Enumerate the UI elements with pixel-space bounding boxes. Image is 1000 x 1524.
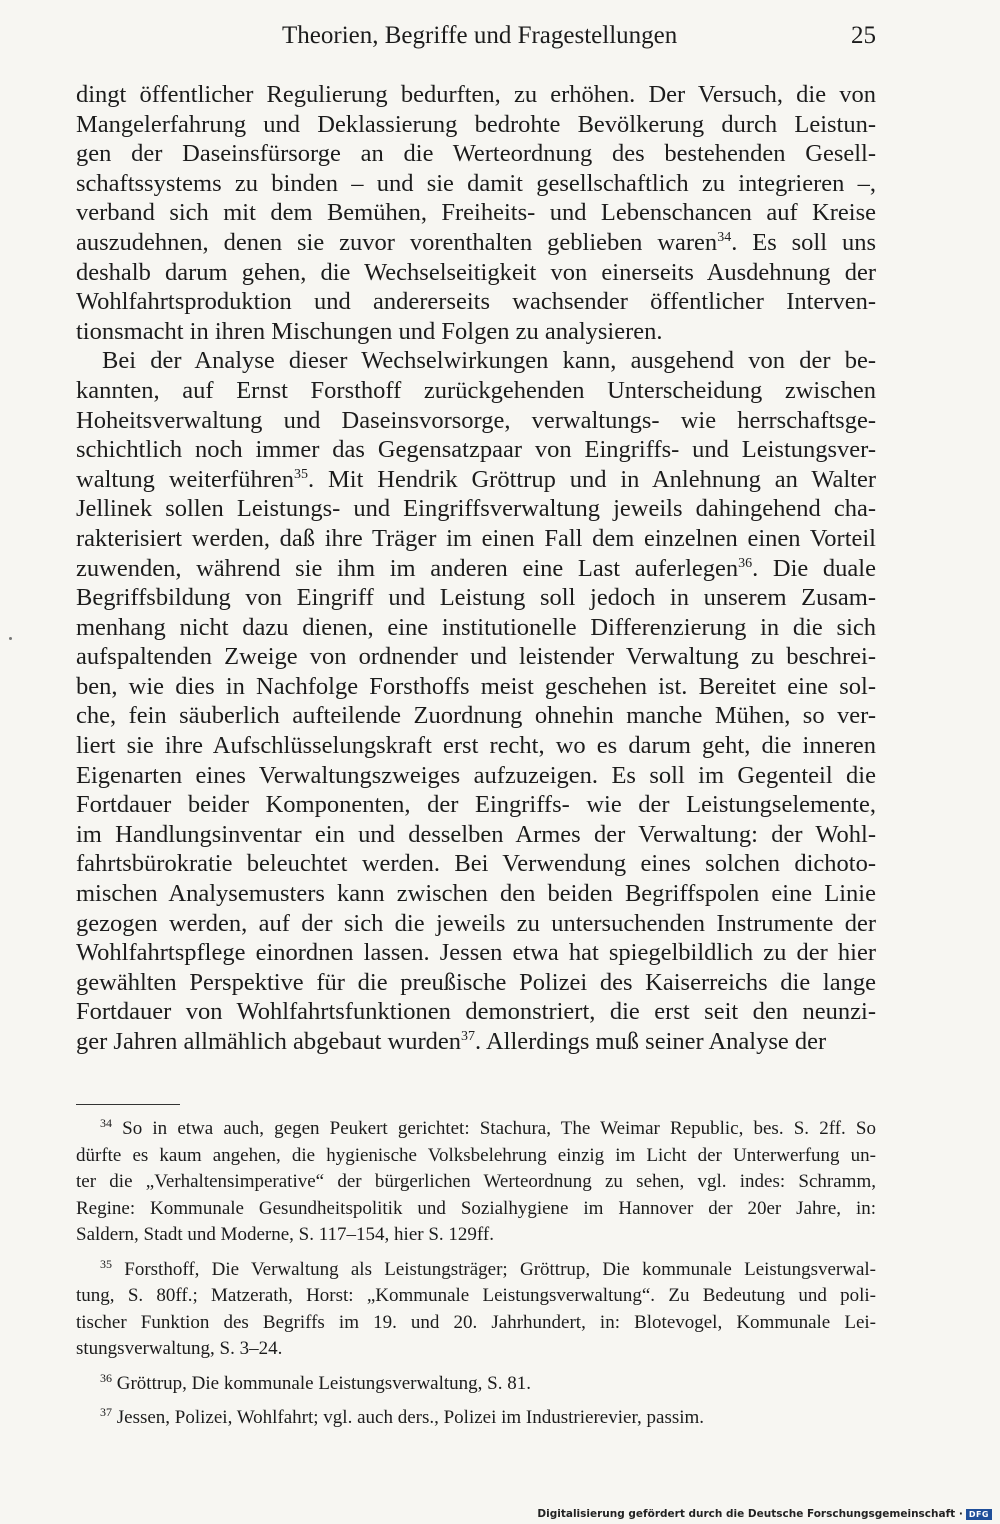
body-line	[76, 938, 876, 968]
body-line	[76, 909, 876, 939]
footnote-text: So in etwa auch, gegen Peukert gerichtet: Stachura, The Weimar Republic, bes. S. 2ff. So	[122, 1118, 876, 1139]
footnote-line	[76, 1257, 876, 1284]
scan-speck	[9, 637, 12, 640]
running-title: Theorien, Begriffe und Fragestellungen	[282, 22, 678, 49]
body-line-text-after: . Allerdings muß seiner Analyse der	[475, 1028, 827, 1055]
body-line-text-after: . Mit Hendrik Gröttrup und in Anlehnung an Walter	[307, 465, 876, 493]
credit-text: Digitalisierung gefördert durch die Deutsche Forschungsgemeinschaft ·	[537, 1508, 963, 1520]
footnote-gap	[76, 1363, 876, 1371]
body-line-text: che, fein säuberlich aufteilende Zuordnung ohnehin manche Mühen, so ver-	[76, 702, 876, 730]
body-line-text: zuwenden, während sie ihm im anderen eine Last auferlegen	[76, 554, 739, 582]
footnote-text: Gröttrup, Die kommunale Leistungsverwaltung, S. 81.	[116, 1372, 531, 1394]
body-line	[76, 968, 876, 998]
body-line	[76, 820, 876, 850]
footnote-number: 34	[100, 1116, 112, 1130]
footnote-text: Jessen, Polizei, Wohlfahrt; vgl. auch ders., Polizei im Industrierevier, passim.	[116, 1407, 705, 1428]
footnote-number: 36	[100, 1370, 112, 1385]
footnote-line	[76, 1405, 876, 1432]
body-line	[76, 997, 876, 1027]
body-line-text: Bei der Analyse dieser Wechselwirkungen kann, ausgehend von der be-	[102, 347, 876, 375]
body-line	[76, 258, 876, 288]
footnote-text: dürfte es kaum angehen, die hygienische Volksbelehrung einzig im Licht der Unterwerfung un-	[76, 1144, 876, 1166]
footnote-reference: 36	[738, 555, 753, 571]
body-line	[76, 494, 876, 524]
body-line-text: Wohlfahrtsproduktion und andererseits wachsender öffentlicher Interven-	[76, 288, 876, 316]
body-line-text: waltung weiterführen	[76, 465, 294, 493]
body-line	[76, 346, 876, 376]
body-line-text: gen der Daseinsfürsorge an die Werteordnung des bestehenden Gesell-	[76, 140, 876, 168]
body-line-text: schichtlich noch immer das Gegensatzpaar von Eingriffs- und Leistungsver-	[76, 436, 876, 464]
footnote-text: stungsverwaltung, S. 3–24.	[76, 1338, 283, 1359]
body-line-text: im Handlungsinventar ein und desselben Armes der Verwaltung: der Wohl-	[76, 820, 876, 848]
footnote-reference: 34	[717, 229, 732, 245]
footnote-line	[76, 1336, 876, 1363]
body-text	[76, 80, 876, 1057]
body-line	[76, 642, 876, 672]
page-number: 25	[851, 22, 876, 49]
footnote-line	[76, 1143, 876, 1170]
footnote-line	[76, 1222, 876, 1249]
body-line	[76, 879, 876, 909]
body-line	[76, 790, 876, 820]
running-header	[0, 22, 1000, 56]
body-line	[76, 287, 876, 317]
footnote-line	[76, 1283, 876, 1310]
body-line	[76, 80, 876, 110]
body-line-text: auszudehnen, denen sie zuvor vorenthalten geblieben waren	[76, 228, 718, 256]
body-line	[76, 849, 876, 879]
footnote-number: 37	[100, 1405, 112, 1419]
body-line-text: mischen Analysemusters kann zwischen den beiden Begriffspolen eine Linie	[76, 880, 876, 908]
dfg-logo: DFG	[966, 1509, 992, 1520]
body-line-text: fahrtsbürokratie beleuchtet werden. Bei Verwendung eines solchen dichoto-	[76, 850, 876, 878]
body-line	[76, 524, 876, 554]
body-line	[76, 465, 876, 495]
body-line	[76, 406, 876, 436]
body-line	[76, 435, 876, 465]
body-line-text-after: . Es soll uns	[731, 228, 876, 256]
body-line-text: aufspaltenden Zweige von ordnender und leistender Verwaltung zu beschrei-	[76, 643, 876, 671]
body-line	[76, 139, 876, 169]
footnote-line	[76, 1371, 876, 1398]
body-line	[76, 169, 876, 199]
footnotes	[76, 1116, 876, 1432]
body-line-text: gezogen werden, auf der sich die jeweils zu untersuchenden Instrumente der	[76, 909, 876, 937]
body-line-text: Jellinek sollen Leistungs- und Eingriffsverwaltung jeweils dahingehend cha-	[76, 495, 876, 523]
body-line-text: kannten, auf Ernst Forsthoff zurückgehenden Unterscheidung zwischen	[76, 376, 876, 404]
body-line-text: schaftssystems zu binden – und sie damit gesellschaftlich zu integrieren –,	[76, 169, 876, 197]
body-line	[76, 1027, 876, 1057]
footnote-text: tischer Funktion des Begriffs im 19. und 20. Jahrhundert, in: Blotevogel, Kommunale Lei-	[76, 1311, 876, 1333]
body-line-text: Begriffsbildung von Eingriff und Leistung soll jedoch in unserem Zusam-	[76, 584, 876, 612]
body-line	[76, 198, 876, 228]
body-line-text: tionsmacht in ihren Mischungen und Folgen zu analysieren.	[76, 317, 663, 345]
body-line	[76, 672, 876, 702]
body-line-text: verband sich mit dem Bemühen, Freiheits- und Lebenschancen auf Kreise	[76, 199, 876, 227]
body-line	[76, 554, 876, 584]
body-line-text: deshalb darum gehen, die Wechselseitigkeit von einerseits Ausdehnung der	[76, 258, 876, 286]
body-line-text: liert sie ihre Aufschlüsselungskraft erst recht, wo es darum geht, die inneren	[76, 732, 876, 760]
footnote-rule	[76, 1104, 180, 1105]
body-line-text: ben, wie dies in Nachfolge Forsthoffs meist geschehen ist. Bereitet eine sol-	[76, 672, 876, 700]
body-line	[76, 583, 876, 613]
body-line	[76, 317, 876, 347]
digitization-credit	[537, 1508, 992, 1520]
body-line-text: Wohlfahrtspflege einordnen lassen. Jessen etwa hat spiegelbildlich zu der hier	[76, 939, 876, 967]
footnote-reference: 35	[293, 466, 308, 482]
body-line-text: Hoheitsverwaltung und Daseinsvorsorge, verwaltungs- wie herrschaftsge-	[76, 406, 876, 434]
body-line-text: menhang nicht dazu dienen, eine institutionelle Differenzierung in die sich	[76, 613, 876, 641]
body-line-text: Mangelerfahrung und Deklassierung bedrohte Bevölkerung durch Leistun-	[76, 110, 876, 138]
body-line-text: ger Jahren allmählich abgebaut wurden	[76, 1028, 462, 1055]
footnote-gap	[76, 1249, 876, 1257]
body-line	[76, 110, 876, 140]
footnote-number: 35	[100, 1256, 112, 1271]
footnote-gap	[76, 1397, 876, 1405]
body-line	[76, 376, 876, 406]
footnote-text: ter die „Verhaltensimperative“ der bürgerlichen Werteordnung zu sehen, vgl. indes: Schramm,	[76, 1171, 876, 1192]
footnote-text: Regine: Kommunale Gesundheitspolitik und Sozialhygiene im Hannover der 20er Jahre, in:	[76, 1197, 876, 1219]
body-line	[76, 731, 876, 761]
footnote-text: Forsthoff, Die Verwaltung als Leistungsträger; Gröttrup, Die kommunale Leistungsverwal-	[124, 1258, 876, 1280]
footnote-line	[76, 1310, 876, 1337]
body-line-text: Eigenarten eines Verwaltungszweiges aufzuzeigen. Es soll im Gegenteil die	[76, 761, 876, 789]
footnote-text: Saldern, Stadt und Moderne, S. 117–154, hier S. 129ff.	[76, 1224, 494, 1245]
body-line	[76, 613, 876, 643]
body-line-text: gewählten Perspektive für die preußische Polizei des Kaiserreichs die lange	[76, 968, 876, 996]
body-line-text: rakterisiert werden, daß ihre Träger im einen Fall dem einzelnen einen Vorteil	[76, 524, 876, 552]
body-line-text: Fortdauer von Wohlfahrtsfunktionen demonstriert, die erst seit den neunzi-	[76, 998, 876, 1026]
footnote-line	[76, 1116, 876, 1143]
body-line	[76, 701, 876, 731]
body-line-text: dingt öffentlicher Regulierung bedurften, zu erhöhen. Der Versuch, die von	[76, 81, 876, 108]
body-line	[76, 761, 876, 791]
footnote-line	[76, 1196, 876, 1223]
footnote-text: tung, S. 80ff.; Matzerath, Horst: „Kommunale Leistungsverwaltung“. Zu Bedeutung und poli-	[76, 1285, 876, 1306]
footnote-line	[76, 1169, 876, 1196]
body-line-text-after: . Die duale	[752, 554, 876, 582]
body-line-text: Fortdauer beider Komponenten, der Eingriffs- wie der Leistungselemente,	[76, 791, 876, 819]
body-line	[76, 228, 876, 258]
footnote-reference: 37	[461, 1029, 476, 1044]
